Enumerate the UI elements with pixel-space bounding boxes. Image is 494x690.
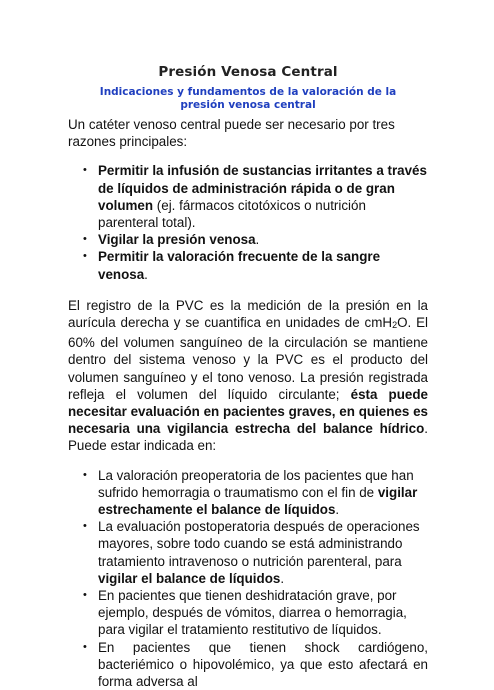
indication-bold: vigilar el balance de líquidos [98,570,281,586]
subscript-two: 2 [392,320,398,331]
indication-text: En pacientes que tienen deshidratación grave, por ejemplo, después de vómitos, diarrea o hemorragia, para vigilar el tratamiento restitutivo de líquidos. [98,588,407,638]
reason-bold: Vigilar la presión venosa [98,232,256,248]
pvc-text: . Puede estar indicada en: [68,421,428,454]
list-item [98,639,428,690]
indications-list [68,467,428,690]
reason-bold: Permitir la valoración frecuente de la sangre venosa [98,249,381,282]
intro-paragraph: Un catéter venoso central puede ser necesario por tres razones principales: [68,117,395,150]
pvc-bold-text: ésta puede necesitar evaluación en pacientes graves, en quienes es necesaria una vigilancia estrecha del balance hídrico [68,386,428,437]
list-item [98,162,428,231]
pvc-text: O. El 60% del volumen sanguíneo de la circulación se mantiene dentro del sistema venoso y la PVC es el producto del volumen sanguíneo y el tono venoso. La presión registrada refleja el volumen del líquido circulante; [68,315,428,402]
page-title: Presión Venosa Central [158,64,338,80]
list-item [98,248,428,282]
indication-text: . [335,502,340,518]
list-item [98,231,428,248]
list-item [98,587,428,639]
reason-bold: Permitir la infusión de sustancias irritantes a través de líquidos de administración rápida o de gran volumen [98,163,427,213]
page-subtitle: Indicaciones y fundamentos de la valoración de la presión venosa central [99,86,397,111]
indication-text: La evaluación postoperatoria después de operaciones mayores, sobre todo cuando se está administrando tratamiento intravenoso o nutrición parenteral, para [98,519,420,569]
indication-bold: vigilar estrechamente el balance de líquidos [98,484,418,518]
list-item [98,518,428,587]
indication-text: . [280,570,285,586]
reason-rest: (ej. fármacos citotóxicos o nutrición parenteral total). [98,197,366,231]
reason-rest: . [144,266,148,282]
indication-text: En pacientes que tienen shock cardiógeno, bacteriémico o hipovolémico, ya que esto afectará en forma adversa al [98,639,428,690]
pvc-text: El registro de la PVC es la medición de la presión en la aurícula derecha y se cuantifica en unidades de cmH [68,297,428,331]
indication-text: La valoración preoperatoria de los pacientes que han sufrido hemorragia o traumatismo con el fin de [98,467,414,500]
pvc-paragraph [68,297,428,455]
list-item [98,467,428,519]
reasons-list [68,162,428,282]
reason-rest: . [255,232,260,248]
